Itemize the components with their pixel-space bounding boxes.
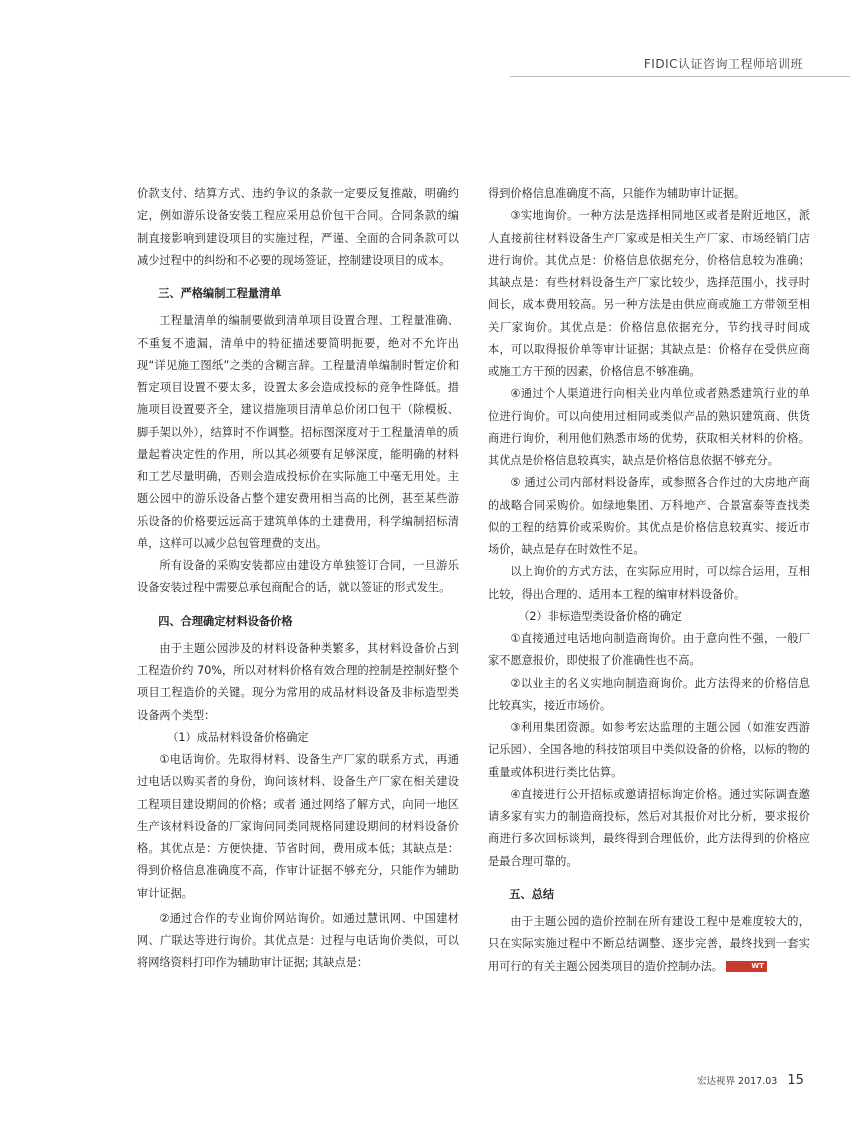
paragraph: ⑤ 通过公司内部材料设备库，或参照各合作过的大房地产商的战略合同采购价。如绿地集团、万科地产、合景富泰等查找类似的工程的结算价或采购价。其优点是价格信息较真实、接近市场价，缺点是存在时效性不足。	[488, 476, 810, 556]
right-column	[488, 183, 810, 978]
paragraph: ②以业主的名义实地向制造商询价。此方法得来的价格信息比较真实，接近市场价。	[488, 676, 810, 712]
section-heading-3: 三、严格编制工程量清单	[158, 287, 282, 300]
page-footer	[697, 1069, 804, 1088]
header-divider	[510, 76, 850, 77]
paragraph: ①电话询价。先取得材料、设备生产厂家的联系方式，再通过电话以购买者的身份，询问该材料、设备生产厂家在相关建设工程项目建设期间的价格；或者 通过网络了解方式，向同一地区生产该材料设备的厂家询问同类同规格同建设期间的材料设备价格。其优点是：方便快捷、节省时间，费用成本低；其缺点是：得到价格信息准确度不高，作审计证据不够充分，只能作为辅助审计证据。	[137, 753, 459, 900]
paragraph: 由于主题公园涉及的材料设备种类繁多，其材料设备价占到工程造价约 70%，所以对材料价格有效合理的控制是控制好整个项目工程造价的关键。现分为常用的成品材料设备及非标造型类设备两个类型：	[137, 641, 459, 722]
paragraph: ①直接通过电话地向制造商询价。由于意向性不强，一般厂家不愿意报价，即使报了价准确性也不高。	[488, 632, 810, 668]
subsection-heading-1: （1）成品材料设备价格确定	[167, 730, 309, 744]
closing-paragraph	[488, 911, 810, 978]
article-end-mark: WT	[726, 961, 767, 972]
paragraph: ③实地询价。一种方法是选择相同地区或者是附近地区，派人直接前往材料设备生产厂家或是相关生产厂家、市场经销门店进行询价。其优点是：价格信息依据充分，价格信息较为准确；其缺点是：有些材料设备生产厂家比较少，选择范围小，找寻时间长，成本费用较高。另一种方法是由供应商或施工方带领至相关厂家询价。其优点是：价格信息依据充分，节约找寻时间成本，可以取得报价单等审计证据；其缺点是：价格存在受供应商或施工方干预的因素，价格信息不够准确。	[488, 209, 810, 378]
left-column	[137, 183, 459, 975]
paragraph: 价款支付、结算方式、违约争议的条款一定要反复推敲，明确约定，例如游乐设备安装工程应采用总价包干合同。合同条款的编制直接影响到建设项目的实施过程，严谨、全面的合同条款可以减少过程中的纠纷和不必要的现场签证，控制建设项目的成本。	[137, 187, 459, 267]
footer-magazine-issue: 宏达视界 2017.03	[697, 1076, 778, 1087]
paragraph-text: 由于主题公园的造价控制在所有建设工程中是难度较大的，只在实际实施过程中不断总结调整、逐步完善，最终找到一套实用可行的有关主题公园类项目的造价控制办法。	[488, 915, 810, 973]
paragraph: 所有设备的采购安装都应由建设方单独签订合同，一旦游乐设备安装过程中需要总承包商配合的话，就以签证的形式发生。	[137, 559, 459, 595]
paragraph: 工程量清单的编制要做到清单项目设置合理、工程量准确、不重复不遗漏，清单中的特征描述要简明扼要，绝对不允许出现“详见施工图纸”之类的含糊言辞。工程量清单编制时暂定价和暂定项目设置不要太多，设置太多会造成投标的竞争性降低。措施项目设置要齐全，建议措施项目清单总价闭口包干（除模板、脚手架以外），结算时不作调整。招标图深度对于工程量清单的质量起着决定性的作用，所以其必须要有足够深度，能明确的材料和工艺尽量明确，否则会造成投标价在实际施工中毫无用处。主题公园中的游乐设备占整个建安费用相当高的比例，甚至某些游乐设备的价格要远远高于建筑单体的土建费用，科学编制招标清单，这样可以减少总包管理费的支出。	[137, 314, 459, 550]
paragraph: ③利用集团资源。如参考宏达监理的主题公园（如淮安西游记乐园）、全国各地的科技馆项目中类似设备的价格，以标的物的重量或体积进行类比估算。	[488, 721, 810, 779]
paragraph: 得到价格信息准确度不高，只能作为辅助审计证据。	[488, 187, 746, 200]
section-heading-4: 四、合理确定材料设备价格	[158, 614, 293, 628]
section-heading-5: 五、总结	[509, 887, 555, 901]
paragraph: ②通过合作的专业询价网站询价。如通过慧讯网、中国建材网、广联达等进行询价。其优点是：过程与电话询价类似，可以将网络资料打印作为辅助审计证据; 其缺点是：	[137, 911, 459, 970]
paragraph: ④直接进行公开招标或邀请招标询定价格。通过实际调查邀请多家有实力的制造商投标，然后对其报价对比分析，要求报价商进行多次回标谈判，最终得到合理低价，此方法得到的价格应是最合理可靠的。	[488, 787, 810, 868]
paragraph: 以上询价的方式方法，在实际应用时，可以综合运用，互相比较，得出合理的、适用本工程的编审材料设备价。	[488, 565, 810, 601]
subsection-heading-2: （2）非标造型类设备价格的确定	[518, 609, 682, 623]
page-number: 15	[787, 1073, 804, 1088]
running-header-title: FIDIC认证咨询工程师培训班	[643, 57, 803, 71]
paragraph: ④通过个人渠道进行向相关业内单位或者熟悉建筑行业的单位进行询价。可以向使用过相同或类似产品的熟识建筑商、供货商进行询价，利用他们熟悉市场的优势，获取相关材料的价格。其优点是价格信息较真实，缺点是价格信息依据不够充分。	[488, 387, 810, 467]
